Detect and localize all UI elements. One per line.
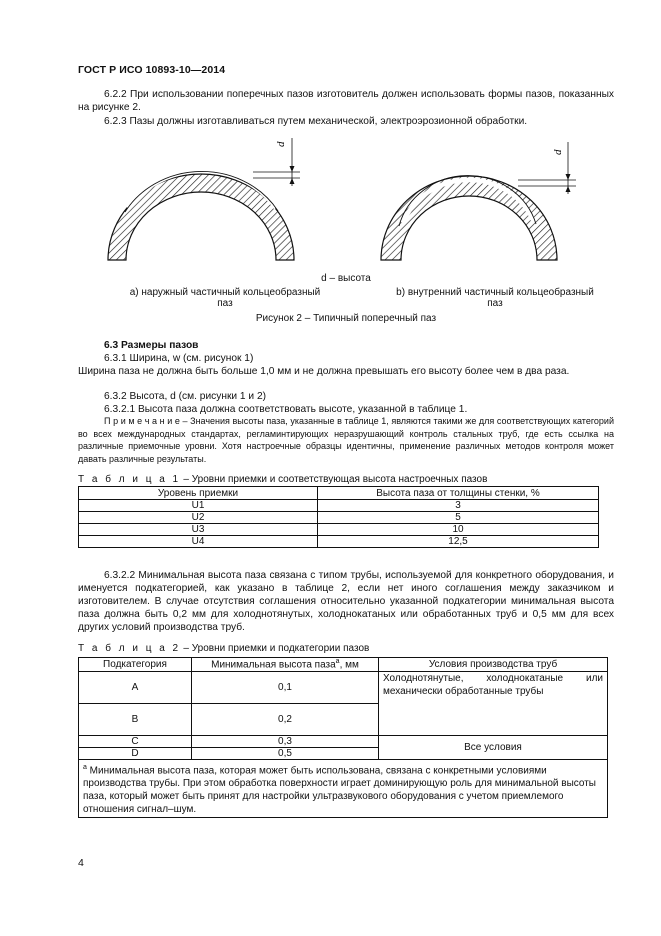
table-2-header-row	[79, 658, 608, 672]
table-cell: B	[79, 704, 192, 736]
sub-caption-b-line1: b) внутренний частичный кольцеобразный	[396, 287, 594, 298]
table-cell: 0,2	[192, 704, 379, 736]
dim-label-right: d	[552, 149, 564, 155]
note	[78, 415, 614, 465]
table-2-label: Т а б л и ц а 2	[78, 643, 181, 654]
sub-caption-a	[100, 287, 350, 309]
table-2-footnote-row	[79, 760, 608, 818]
table-2-header-cell	[192, 658, 379, 672]
paragraph-6-3-2-2: 6.3.2.2 Минимальная высота паза связана с типом трубы, используемой для конкретного оборудования, и именуется подкатегорией, как указано в таблице 2, если нет иного соглашения между заказчиком и изготовителем. В случае отсутствия соглашения относительно указанной подкатегории минимальная высота паза должна быть 0,2 мм для холоднотянутых, холоднокатаных или обработанных труб и 0,5 мм для всех других условий производства труб.	[78, 570, 614, 633]
page-number: 4	[78, 857, 84, 869]
table-cell: U4	[79, 536, 318, 548]
paragraph-6-3-2: 6.3.2 Высота, d (см. рисунки 1 и 2)	[104, 391, 267, 402]
table-cell: C	[79, 736, 192, 748]
figure-caption: Рисунок 2 – Типичный поперечный паз	[255, 313, 437, 324]
table-cell: A	[79, 672, 192, 704]
sub-caption-b	[370, 287, 620, 309]
table-row	[79, 672, 608, 704]
inner-notch-ring	[381, 176, 557, 260]
table-cell: 0,3	[192, 736, 379, 748]
table-2-title-text: – Уровни приемки и подкатегории пазов	[180, 643, 370, 654]
table-row	[79, 524, 599, 536]
table-1-header-cell: Уровень приемки	[79, 487, 318, 500]
table-row	[79, 736, 608, 748]
table-cell: 10	[318, 524, 599, 536]
footnote-ref: а	[335, 658, 340, 666]
table-1-header-row	[79, 487, 599, 500]
table-1-title	[78, 474, 487, 485]
table-2	[78, 657, 608, 818]
dim-label-left: d	[275, 141, 287, 147]
table-cell: 0,1	[192, 672, 379, 704]
table-2-header-cell: Условия производства труб	[379, 658, 608, 672]
paragraph-6-3-1-text: Ширина паза не должна быть больше 1,0 мм и не должна превышать его высоту более чем в два раза.	[78, 366, 570, 377]
paragraph-6-2-3: 6.2.3 Пазы должны изготавливаться путем механической, электроэрозионной обработки.	[104, 116, 528, 127]
table-cell: U3	[79, 524, 318, 536]
table-2-title	[78, 643, 369, 654]
table-cell: 0,5	[192, 748, 379, 760]
note-text: – Значения высоты паза, указанные в таблице 1, являются такими же для соответствующих категорий во всех международных стандартах, регламинтирующих неразрушающий контроль стальных труб, где есть ссылка на различные приемочные уровни. Хотя настроечные образцы идентичны, применение различных методов контроля может давать различные результаты.	[78, 416, 614, 464]
sub-caption-a-line2: паз	[217, 298, 233, 309]
table-1	[78, 486, 599, 548]
dimension-d-right	[518, 142, 576, 194]
footnote-mark: а	[83, 764, 87, 771]
table-row	[79, 512, 599, 524]
table-cell: 5	[318, 512, 599, 524]
table-row	[79, 500, 599, 512]
table-cell-conditions: Холоднотянутые, холоднокатаные или механически обработанные трубы	[379, 672, 608, 736]
table-1-header-cell: Высота паза от толщины стенки, %	[318, 487, 599, 500]
document-header: ГОСТ Р ИСО 10893-10—2014	[78, 64, 226, 76]
table-1-title-text: – Уровни приемки и соответствующая высота настроечных пазов	[180, 474, 488, 485]
table-2-header-unit: , мм	[339, 659, 359, 671]
figure-2-drawing	[78, 128, 614, 278]
figure-legend: d – высота	[321, 273, 371, 284]
table-cell: D	[79, 748, 192, 760]
table-cell-conditions: Все условия	[379, 736, 608, 760]
paragraph-6-3-1: 6.3.1 Ширина, w (см. рисунок 1)	[104, 353, 254, 364]
table-1-label: Т а б л и ц а 1	[78, 474, 181, 485]
footnote-text: Минимальная высота паза, которая может быть использована, связана с конкретными условиями производства трубы. При этом обработка поверхности играет доминирующую роль для минимальной высоты паза, который может быть принят для настройки ультразвукового оборудования с учетом приемлемого отношения сигнал–шум.	[83, 765, 596, 816]
table-row	[79, 536, 599, 548]
outer-notch-ring	[108, 171, 294, 260]
section-title-6-3: 6.3 Размеры пазов	[104, 340, 199, 351]
note-label: П р и м е ч а н и е	[104, 416, 180, 426]
table-cell: U2	[79, 512, 318, 524]
table-2-header-cell: Подкатегория	[79, 658, 192, 672]
paragraph-6-3-2-1: 6.3.2.1 Высота паза должна соответствовать высоте, указанной в таблице 1.	[104, 404, 468, 415]
sub-caption-b-line2: паз	[487, 298, 503, 309]
sub-caption-a-line1: a) наружный частичный кольцеобразный	[129, 287, 321, 298]
table-2-header-text: Минимальная высота паза	[211, 659, 336, 671]
paragraph-6-2-2: 6.2.2 При использовании поперечных пазов изготовитель должен использовать формы пазов, показанных на рисунке 2.	[78, 89, 614, 113]
table-cell: 3	[318, 500, 599, 512]
table-2-footnote	[79, 760, 608, 818]
table-cell: U1	[79, 500, 318, 512]
table-cell: 12,5	[318, 536, 599, 548]
